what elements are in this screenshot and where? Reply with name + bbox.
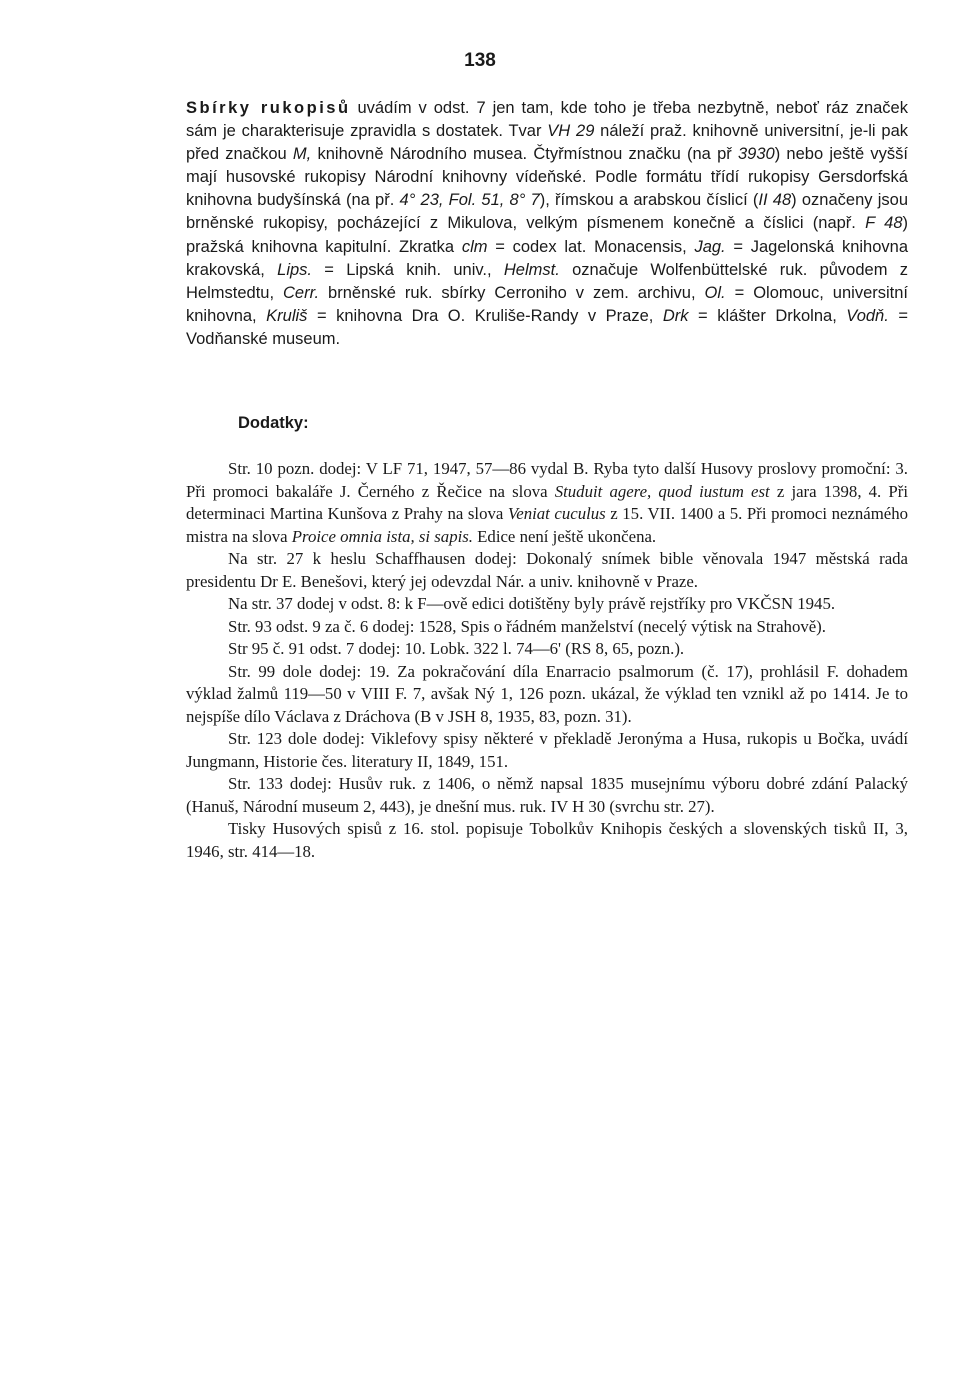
addendum-paragraph: Str. 123 dole dodej: Viklefovy spisy některé v překladě Jeronýma a Husa, rukopis u Bočka, uvádí Jungmann, Historie čes. literatury II, 1849, 151. <box>186 729 908 771</box>
addenda-section <box>186 458 908 863</box>
text-run: = Jagelonská knihovna krakovská, <box>186 237 908 279</box>
text-run: = knihovna Dra O. Kruliše-Randy v Praze, <box>307 306 663 325</box>
abbreviation: Cerr. <box>283 283 320 302</box>
text-run: Str. 10 pozn. dodej: V LF 71, 1947, 57—86 vydal B. Ryba tyto další Husovy proslovy promoční: 3. Při promoci bakaláře J. Černého z Řečice na slova <box>186 459 908 501</box>
addendum-paragraph: Str. 99 dole dodej: 19. Za pokračování díla Enarracio psalmorum (č. 17), prohlásil F. dohadem výklad žalmů 119—50 v VIII F. 7, avšak Ný 1, 126 pozn. ukázal, že výklad ten vznikl až po 1414. Je to nejspíše dílo Václava z Dráchova (B v JSH 8, 1935, 83, pozn. 31). <box>186 661 908 726</box>
abbreviation: Ol. <box>704 283 726 302</box>
lead-term: Sbírky rukopisů <box>186 99 351 117</box>
abbreviation: Vodň. <box>846 306 889 325</box>
latin-title: Studuit agere, quod iustum est <box>554 481 770 501</box>
text-run: = Lipská knih. univ., <box>312 260 504 279</box>
latin-title: Veniat cuculus <box>507 504 606 523</box>
addendum-paragraph <box>186 458 908 548</box>
abbreviation: Lips. <box>277 260 313 279</box>
text-run: = Vodňanské museum. <box>186 306 908 348</box>
shelfmark: VH 29 <box>547 122 595 141</box>
text-run: = Olomouc, universitní knihovna, <box>186 283 909 325</box>
addendum-paragraph: Na str. 27 k heslu Schaffhausen dodej: Dokonalý snímek bible věnovala 1947 městská rada presidentu Dr E. Benešovi, který jej odevzdal Nár. a univ. knihovně v Praze. <box>186 549 908 591</box>
text-run: ) pražská knihovna kapitulní. Zkratka <box>186 214 909 256</box>
addendum-paragraph: Na str. 37 dodej v odst. 8: k F—ově edici dotištěny byly právě rejstříky pro VKČSN 1945. <box>228 594 836 613</box>
abbreviation: Drk <box>662 306 689 325</box>
shelfmark: 3930 <box>737 145 775 164</box>
page-number: 138 <box>464 50 496 71</box>
shelfmark: II 48 <box>758 191 792 210</box>
text-run: = klášter Drkolna, <box>688 306 847 325</box>
text-run: ), římskou a arabskou číslicí ( <box>539 191 759 210</box>
text-run: knihovně Národního musea. Čtyřmístnou značku (na př <box>311 145 738 164</box>
text-run: brněnské ruk. sbírky Cerroniho v zem. archivu, <box>319 283 705 302</box>
shelfmark: M, <box>292 145 312 164</box>
addendum-paragraph: Str 95 č. 91 odst. 7 dodej: 10. Lobk. 322 l. 74—6' (RS 8, 65, pozn.). <box>228 639 685 658</box>
manuscript-collections-paragraph <box>186 97 908 351</box>
text-run: náleží praž. knihovně universitní, je-li pak před značkou <box>186 122 909 164</box>
addendum-paragraph: Str. 133 dodej: Husův ruk. z 1406, o němž napsal 1835 musejnímu výboru dobré zdání Palacký (Hanuš, Národní museum 2, 443), je dnešní mus. ruk. IV H 30 (svrchu str. 27). <box>186 774 908 816</box>
text-run: ) nebo ještě vyšší mají husovské rukopisy Národní knihovny vídeňské. Podle formátu třídí rukopisy Gersdorfská knihovna budyšínská (na př. <box>186 145 909 210</box>
abbreviation: Jag. <box>694 237 726 256</box>
addenda-heading: Dodatky: <box>238 414 309 432</box>
text-run: Edice není ještě ukončena. <box>472 526 657 546</box>
abbreviation: clm <box>461 237 488 256</box>
text-run: z 15. VII. 1400 a 5. Při promoci neznámého mistra na slova <box>186 504 909 546</box>
abbreviation: Kruliš <box>266 306 308 325</box>
addendum-paragraph: Str. 93 odst. 9 za č. 6 dodej: 1528, Spis o řádném manželství (necelý výtisk na Strahově). <box>228 616 826 636</box>
addendum-paragraph: Tisky Husových spisů z 16. stol. popisuje Tobolkův Knihopis českých a slovenských tisků II, 3, 1946, str. 414—18. <box>186 819 908 861</box>
text-run: ) označeny jsou brněnské rukopisy, pocházející z Mikulova, velkým písmenem konečně a číslici (např. <box>186 191 908 233</box>
text-run: uvádím v odst. 7 jen tam, kde toho je třeba nezbytně, neboť ráz značek sám je charakterisuje zpravidla s dostatek. Tvar <box>186 99 908 141</box>
shelfmark: F 48 <box>865 214 903 233</box>
shelfmark: 4° 23, Fol. 51, 8° 7 <box>399 191 540 210</box>
text-run: z jara 1398, 4. Při determinaci Martina Kunšova z Prahy na slova <box>186 481 909 523</box>
latin-title: Proice omnia ista, si sapis. <box>291 526 473 546</box>
abbreviation: Helmst. <box>503 260 560 279</box>
text-run: = codex lat. Monacensis, <box>487 237 695 256</box>
text-run: označuje Wolfenbüttelské ruk. původem z Helmstedtu, <box>186 260 908 302</box>
